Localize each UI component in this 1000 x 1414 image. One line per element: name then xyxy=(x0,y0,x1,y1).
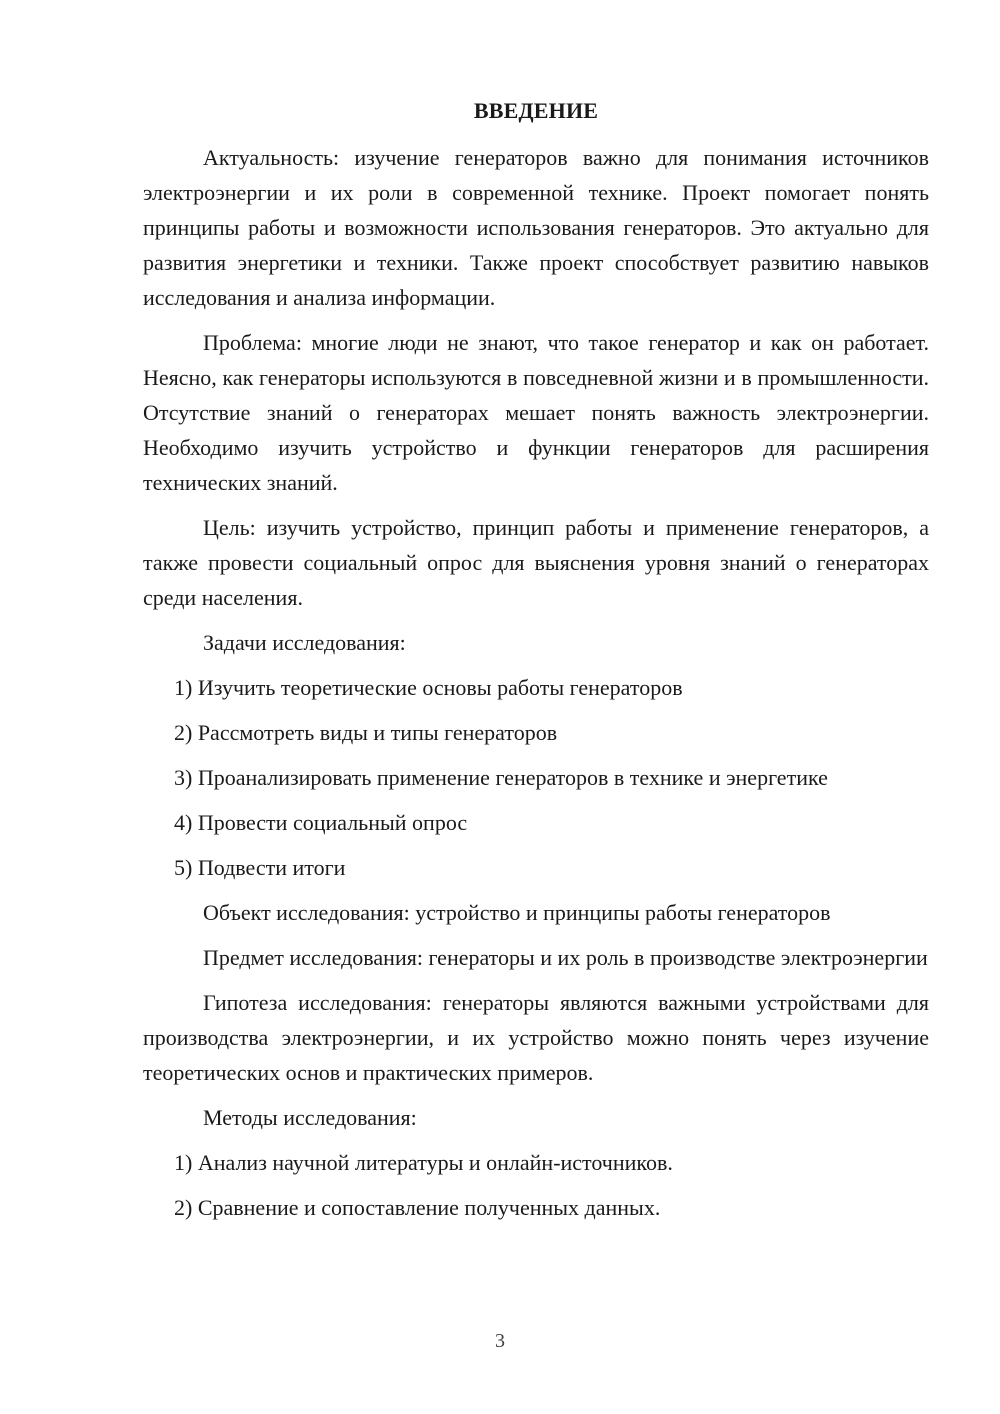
list-item: 3) Проанализировать применение генераторов в технике и энергетике xyxy=(174,765,828,790)
methods-heading: Методы исследования: xyxy=(203,1105,417,1130)
object-paragraph: Объект исследования: устройство и принципы работы генераторов xyxy=(203,900,831,925)
methods-list xyxy=(143,1145,929,1225)
document-page xyxy=(143,96,929,1235)
goal-paragraph: Цель: изучить устройство, принцип работы и применение генераторов, а также провести социальный опрос для выяснения уровня знаний о генераторах среди населения. xyxy=(143,515,929,610)
list-item: 2) Рассмотреть виды и типы генераторов xyxy=(174,720,558,745)
tasks-heading: Задачи исследования: xyxy=(203,630,406,655)
problem-paragraph: Проблема: многие люди не знают, что такое генератор и как он работает. Неясно, как генераторы используются в повседневной жизни и в промышленности. Отсутствие знаний о генераторах мешает понять важность электроэнергии. Необходимо изучить устройство и функции генераторов для расширения технических знаний. xyxy=(143,330,929,495)
list-item: 4) Провести социальный опрос xyxy=(174,810,468,835)
list-item: 2) Сравнение и сопоставление полученных данных. xyxy=(174,1195,661,1220)
list-item: 1) Анализ научной литературы и онлайн-источников. xyxy=(174,1150,673,1175)
list-item: 5) Подвести итоги xyxy=(174,855,346,880)
list-item: 1) Изучить теоретические основы работы генераторов xyxy=(174,675,683,700)
tasks-list xyxy=(143,670,929,885)
subject-paragraph: Предмет исследования: генераторы и их роль в производстве электроэнергии xyxy=(203,945,928,970)
relevance-paragraph: Актуальность: изучение генераторов важно для понимания источников электроэнергии и их роли в современной технике. Проект помогает понять принципы работы и возможности использования генераторов. Это актуально для развития энергетики и техники. Также проект способствует развитию навыков исследования и анализа информации. xyxy=(143,145,929,310)
hypothesis-paragraph: Гипотеза исследования: генераторы являются важными устройствами для производства электроэнергии, и их устройство можно понять через изучение теоретических основ и практических примеров. xyxy=(143,990,929,1085)
page-number: 3 xyxy=(495,1330,505,1352)
page-title: ВВЕДЕНИЕ xyxy=(473,98,599,123)
